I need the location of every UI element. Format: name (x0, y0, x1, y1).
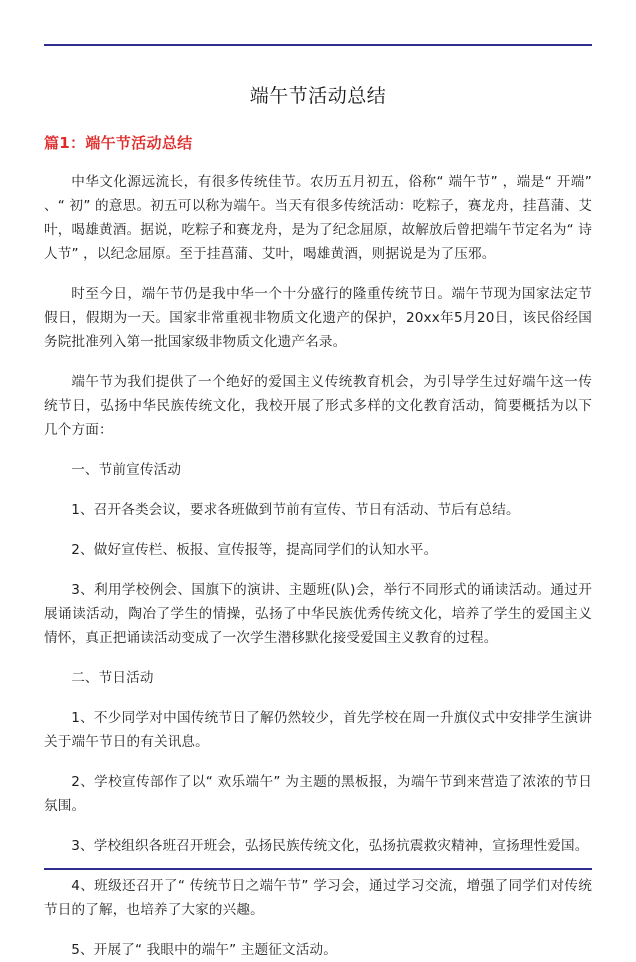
section-2-item-1: 1、不少同学对中国传统节日了解仍然较少，首先学校在周一升旗仪式中安排学生演讲关于端午节日的有关讯息。 (44, 710, 592, 750)
top-divider-rule (44, 44, 592, 46)
document-body (44, 60, 592, 962)
intro-paragraph-2: 时至今日，端午节仍是我中华一个十分盛行的隆重传统节日。端午节现为国家法定节假日，假期为一天。国家非常重视非物质文化遗产的保护，20xx年5月20日，该民俗经国务院批准列入第一批国家级非物质文化遗产名录。 (44, 286, 592, 350)
section-2-heading: 二、节日活动 (71, 670, 154, 686)
page-title: 端午节活动总结 (249, 85, 387, 107)
section-2-item-2: 2、学校宣传部作了以“ 欢乐端午” 为主题的黑板报，为端午节到来营造了浓浓的节日氛围。 (44, 774, 592, 814)
bottom-divider-rule (44, 868, 592, 870)
section-2-item-5: 5、开展了“ 我眼中的端午” 主题征文活动。 (71, 942, 337, 958)
section-1-item-2: 2、做好宣传栏、板报、宣传报等，提高同学们的认知水平。 (71, 542, 438, 558)
section-2-item-3: 3、学校组织各班召开班会，弘扬民族传统文化，弘扬抗震救灾精神，宣扬理性爱国。 (71, 838, 589, 854)
section-1-item-3: 3、利用学校例会、国旗下的演讲、主题班(队)会，举行不同形式的诵读活动。通过开展诵读活动，陶冶了学生的情操，弘扬了中华民族优秀传统文化，培养了学生的爱国主义情怀，真正把诵读活动变成了一次学生潜移默化接受爱国主义教育的过程。 (44, 582, 592, 646)
intro-paragraph-1: 中华文化源远流长，有很多传统佳节。农历五月初五，俗称“ 端午节” ，端是“ 开端” 、“ 初” 的意思。初五可以称为端午。当天有很多传统活动：吃粽子，赛龙舟，挂菖蒲、艾叶，喝雄黄酒。据说，吃粽子和赛龙舟，是为了纪念屈原，故解放后曾把端午节定名为“ 诗人节” ，以纪念屈原。至于挂菖蒲、艾叶，喝雄黄酒，则据说是为了压邪。 (44, 174, 592, 262)
red-section-heading: 篇1：端午节活动总结 (44, 134, 193, 152)
section-2-item-4: 4、班级还召开了“ 传统节日之端午节” 学习会，通过学习交流，增强了同学们对传统节日的了解，也培养了大家的兴趣。 (44, 878, 592, 918)
section-1-heading: 一、节前宣传活动 (71, 462, 182, 478)
section-1-item-1: 1、召开各类会议，要求各班做到节前有宣传、节日有活动、节后有总结。 (71, 502, 520, 518)
intro-paragraph-3: 端午节为我们提供了一个绝好的爱国主义传统教育机会，为引导学生过好端午这一传统节日，弘扬中华民族传统文化，我校开展了形式多样的文化教育活动，简要概括为以下几个方面： (44, 374, 592, 438)
